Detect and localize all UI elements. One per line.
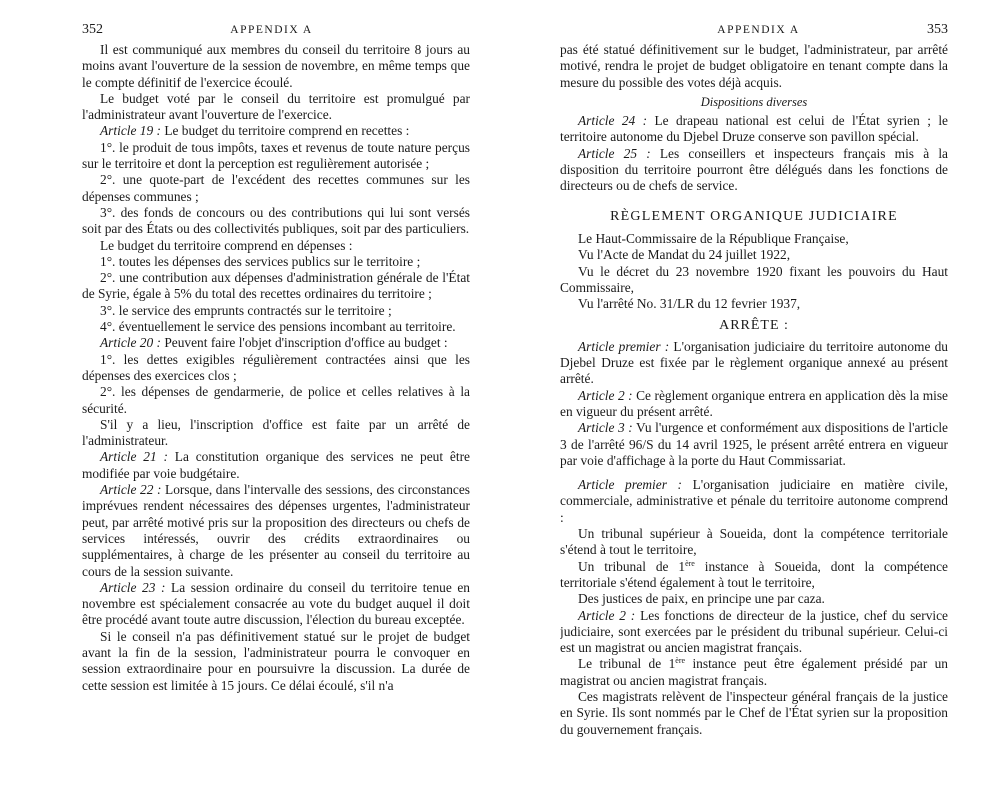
article-label: Article premier : [578, 477, 682, 493]
body-paragraph: Le budget voté par le conseil du territoire est promulgué par l'administrateur avant l'ouverture de l'exercice. [82, 90, 470, 123]
body-paragraph: 3°. le service des emprunts contractés sur le territoire ; [100, 302, 392, 318]
preamble-line: Vu l'Acte de Mandat du 24 juillet 1922, [578, 247, 791, 263]
article-label: Article 24 : [578, 113, 648, 129]
article-text: Ce règlement organique entrera en application dès la mise en vigueur du présent arrêté. [560, 387, 948, 419]
article-text: Vu l'urgence et conformément aux dispositions de l'article 3 de l'arrêté 96/S du 14 avril 1925, le présent arrêté entrera en vigueur par voie d'affichage à la porte du Haut Commissariat. [560, 420, 948, 468]
article-label: Article 20 : [100, 335, 161, 351]
article-paragraph [560, 608, 948, 657]
body-paragraph: 2°. les dépenses de gendarmerie, de police et celles relatives à la sécurité. [82, 384, 470, 416]
running-head: APPENDIX A [717, 24, 800, 36]
section-title: RÈGLEMENT ORGANIQUE JUDICIAIRE [610, 208, 898, 224]
preamble-line: Vu l'arrêté No. 31/LR du 12 fevrier 1937, [578, 296, 801, 312]
article-text: La session ordinaire du conseil du territoire tenue en novembre est spécialement consacrée au vote du budget auquel il doit être procédé avant toute autre discussion, l'élection du bureau exceptée. [82, 579, 470, 628]
article-paragraph [560, 113, 948, 146]
article-label: Article 21 : [100, 449, 168, 465]
body-paragraph: 4°. éventuellement le service des pensions incombant au territoire. [100, 319, 456, 335]
article-label: Article 22 : [100, 482, 162, 498]
body-paragraph: 2°. une quote-part de l'excédent des recettes communes sur les dépenses communes ; [82, 172, 470, 204]
preamble-line: Le Haut-Commissaire de la République Française, [578, 230, 849, 246]
article-label: Article 2 : [578, 607, 636, 623]
body-paragraph: Des justices de paix, en principe une par caza. [578, 591, 825, 607]
body-paragraph: Le tribunal de 1ère instance peut être également présidé par un magistrat ou ancien magistrat français. [560, 656, 948, 688]
article-text: L'organisation judiciaire du territoire autonome du Djebel Druze est fixée par le règlement organique annexé au présent arrêté. [560, 338, 948, 387]
article-text: Peuvent faire l'objet d'inscription d'office au budget : [160, 335, 448, 351]
body-paragraph: 1°. le produit de tous impôts, taxes et revenus de toute nature perçus sur le territoire et dont la perception est regulièrement autorisée ; [82, 139, 470, 172]
article-text: Le drapeau national est celui de l'État syrien ; le territoire autonome du Djebel Druze conserve son pavillon spécial. [560, 113, 948, 145]
arrete-heading: ARRÊTE : [719, 318, 789, 334]
subheading: Dispositions diverses [700, 94, 808, 109]
article-label: Article 3 : [578, 420, 633, 436]
body-paragraph: Un tribunal de 1ère instance à Soueida, dont la compétence territoriale s'étend également à tout le territoire, [560, 558, 948, 590]
running-head: APPENDIX A [230, 24, 313, 36]
article-text: Le budget du territoire comprend en recettes : [160, 123, 410, 139]
article-text: Lorsque, dans l'intervalle des sessions, des circonstances imprévues rendent nécessaires des dépenses urgentes, l'administrateur peut, par arrêté motivé pris sur la proposition des directeurs ou chefs de services intéressés, ouvrir des crédits extraordinaires ou supplémentaires, à charge de les présenter au conseil du territoire au cours de la session suivante. [82, 482, 470, 579]
body-paragraph: 3°. des fonds de concours ou des contributions qui lui sont versés soit par des États ou des collectivités publiques, soit par des particuliers. [82, 204, 470, 237]
article-text: L'organisation judiciaire en matière civile, commerciale, administrative et pénale du territoire autonome comprend : [560, 477, 948, 525]
body-paragraph: Un tribunal supérieur à Soueida, dont la compétence territoriale s'étend à tout le territoire, [560, 526, 948, 558]
article-paragraph [82, 123, 470, 139]
article-paragraph [560, 420, 948, 469]
body-paragraph: 1°. les dettes exigibles régulièrement contractées ainsi que les dépenses des exercices clos ; [82, 351, 470, 383]
article-label: Article 2 : [578, 387, 633, 403]
page-number: 352 [82, 22, 103, 37]
article-label: Article 25 : [578, 145, 651, 161]
body-paragraph: S'il y a lieu, l'inscription d'office est faite par un arrêté de l'administrateur. [82, 416, 470, 449]
body-paragraph: Il est communiqué aux membres du conseil du territoire 8 jours au moins avant l'ouverture de la session de novembre, en même temps que le compte définitif de l'exercice écoulé. [82, 42, 470, 90]
page-number: 353 [926, 22, 948, 37]
article-paragraph [560, 477, 948, 526]
article-text: Les fonctions de directeur de la justice, chef du service judiciaire, sont exercées par le président du tribunal supérieur. Celui-ci est un magistrat ou ancien magistrat français. [560, 607, 948, 656]
right-page-header [560, 22, 948, 42]
article-paragraph [560, 146, 948, 195]
article-paragraph [82, 335, 470, 351]
article-paragraph [82, 449, 470, 482]
left-page [82, 22, 470, 782]
article-paragraph [560, 339, 948, 388]
article-text: Les conseillers et inspecteurs français mis à la disposition du territoire pourront être délégués dans les fonctions de directeurs ou de chefs de service. [560, 145, 948, 194]
body-paragraph: Ces magistrats relèvent de l'inspecteur général français de la justice en Syrie. Ils sont nommés par le Chef de l'État syrien sur la proposition du gouvernement français. [560, 688, 948, 737]
article-label: Article 23 : [100, 579, 166, 595]
article-label: Article premier : [578, 338, 670, 354]
article-paragraph [82, 580, 470, 629]
body-paragraph: Le budget du territoire comprend en dépenses : [100, 237, 353, 253]
article-label: Article 19 : [100, 123, 161, 139]
article-text: La constitution organique des services ne peut être modifiée par voie budgétaire. [82, 449, 470, 481]
preamble-line: Vu le décret du 23 novembre 1920 fixant les pouvoirs du Haut Commissaire, [560, 263, 948, 295]
continuation-paragraph: pas été statué définitivement sur le budget, l'administrateur, par arrêté motivé, rendra le projet de budget obligatoire en tenant compte dans la mesure du possible des votes déjà acquis. [560, 42, 948, 90]
left-page-header [82, 22, 470, 42]
right-page [560, 22, 948, 782]
body-paragraph: 1°. toutes les dépenses des services publics sur le territoire ; [100, 253, 421, 269]
article-paragraph [560, 388, 948, 421]
article-paragraph [82, 482, 470, 580]
body-paragraph: 2°. une contribution aux dépenses d'administration générale de l'État de Syrie, égale à 5% du total des recettes ordinaires du territoire ; [82, 270, 470, 302]
left-page-body [82, 42, 470, 694]
body-paragraph: Si le conseil n'a pas définitivement statué sur le projet de budget avant la fin de la session, l'administrateur pourra le convoquer en session extraordinaire pour en poursuivre la discussion. La durée de cette session est limitée à 15 jours. Ce délai écoulé, s'il n'a [82, 628, 470, 693]
